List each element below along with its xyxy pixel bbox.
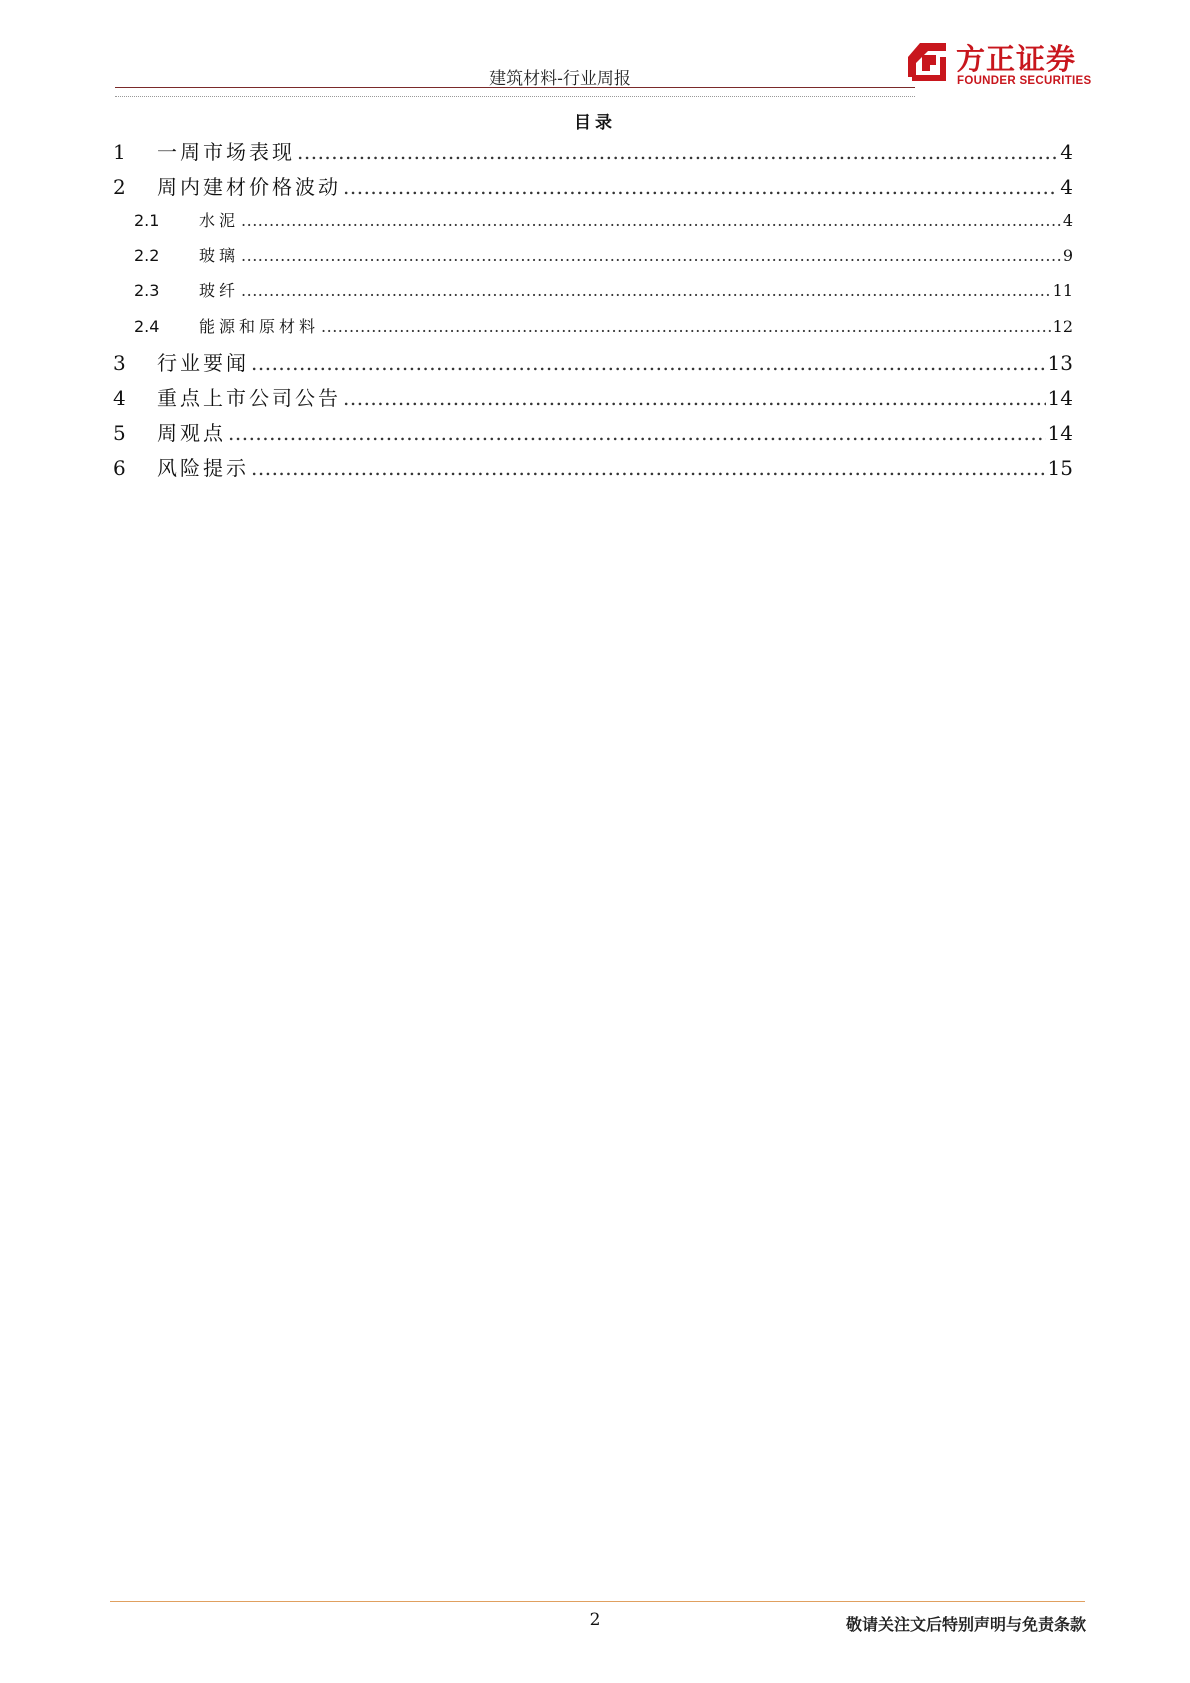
toc-entry-number: 1 — [113, 140, 126, 164]
toc-entry-page: 15 — [1047, 456, 1073, 480]
toc-entry-2-2[interactable] — [134, 243, 1073, 266]
founder-securities-logo — [906, 37, 1092, 89]
toc-dot-leader — [241, 281, 1051, 300]
toc-entry-title: 玻璃 — [199, 246, 240, 265]
toc-entry-page: 14 — [1047, 421, 1073, 445]
toc-entry-number: 5 — [113, 421, 126, 445]
toc-entry-title: 重点上市公司公告 — [157, 386, 341, 410]
toc-dot-leader — [228, 421, 1046, 445]
toc-entry-2-1[interactable] — [134, 208, 1073, 231]
toc-entry-page: 11 — [1052, 281, 1073, 300]
logo-english-name: FOUNDER SECURITIES — [957, 75, 1092, 87]
toc-entry-title: 周内建材价格波动 — [157, 175, 341, 199]
toc-entry-number: 4 — [113, 386, 126, 410]
toc-entry-title: 风险提示 — [157, 456, 249, 480]
page-number: 2 — [589, 1610, 601, 1630]
toc-entry-title: 行业要闻 — [157, 351, 249, 375]
toc-entry-number: 2.1 — [134, 211, 160, 230]
toc-entry-2-3[interactable] — [134, 278, 1073, 301]
toc-dot-leader — [321, 317, 1051, 336]
toc-dot-leader — [251, 456, 1046, 480]
header-divider — [115, 87, 915, 88]
founder-logo-icon — [906, 41, 950, 85]
toc-entry-number: 2.2 — [134, 246, 160, 265]
toc-entry-title: 水泥 — [199, 211, 240, 230]
toc-entry-page: 13 — [1047, 351, 1073, 375]
toc-entry-page: 4 — [1060, 175, 1073, 199]
header-dotted-divider — [115, 96, 915, 97]
toc-entry-number: 6 — [113, 456, 126, 480]
toc-heading: 目录 — [574, 113, 616, 133]
toc-entry-title: 能源和原材料 — [199, 317, 320, 336]
toc-entry-page: 12 — [1052, 317, 1073, 336]
toc-dot-leader — [297, 140, 1058, 164]
toc-entry-page: 9 — [1062, 246, 1073, 265]
toc-dot-leader — [241, 211, 1061, 230]
toc-entry-number: 2.3 — [134, 281, 160, 300]
toc-entry-2[interactable] — [113, 171, 1073, 200]
toc-entry-1[interactable] — [113, 136, 1073, 165]
toc-entry-title: 玻纤 — [199, 281, 240, 300]
toc-entry-5[interactable] — [113, 417, 1073, 446]
footer-divider — [110, 1601, 1085, 1602]
logo-chinese-name: 方正证券 — [956, 42, 1077, 76]
toc-entry-title: 周观点 — [157, 421, 226, 445]
toc-dot-leader — [343, 175, 1058, 199]
toc-entry-title: 一周市场表现 — [157, 140, 295, 164]
toc-entry-number: 2.4 — [134, 317, 160, 336]
toc-dot-leader — [251, 351, 1046, 375]
toc-entry-number: 2 — [113, 175, 126, 199]
toc-entry-3[interactable] — [113, 347, 1073, 376]
toc-entry-number: 3 — [113, 351, 126, 375]
toc-entry-4[interactable] — [113, 382, 1073, 411]
toc-entry-page: 4 — [1062, 211, 1073, 230]
report-title: 建筑材料-行业周报 — [489, 69, 631, 89]
toc-entry-page: 4 — [1060, 140, 1073, 164]
toc-entry-page: 14 — [1047, 386, 1073, 410]
toc-dot-leader — [241, 246, 1061, 265]
toc-entry-2-4[interactable] — [134, 314, 1073, 337]
toc-dot-leader — [343, 386, 1046, 410]
toc-entry-6[interactable] — [113, 452, 1073, 481]
disclaimer-note: 敬请关注文后特别声明与免责条款 — [845, 1615, 1086, 1634]
